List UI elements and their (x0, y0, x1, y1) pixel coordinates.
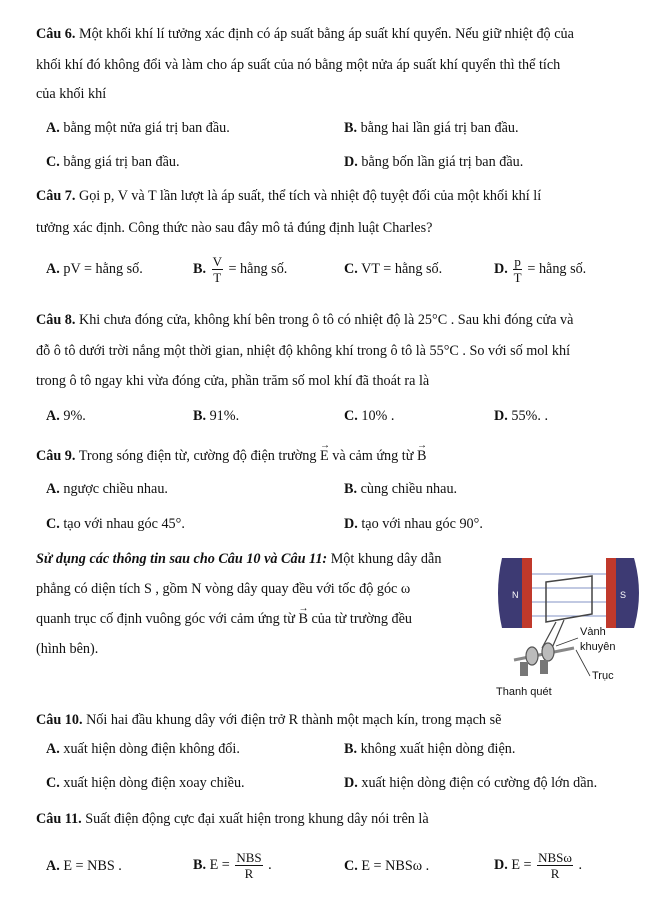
q10-option-b[interactable]: B. không xuất hiện dòng điện. (344, 741, 516, 757)
n-label: N (512, 590, 519, 600)
s-label: S (620, 590, 627, 600)
brush (520, 662, 528, 676)
q8-option-b[interactable]: B. 91%. (193, 408, 240, 424)
q6-text-1: Một khối khí lí tưởng xác định có áp suất bằng áp suất khí quyển. Nếu giữ nhiệt độ của (78, 26, 574, 42)
q7-option-c[interactable]: C. VT = hằng số. (344, 261, 443, 277)
q8-line-1: Câu 8. Khi chưa đóng cửa, không khí bên trong ô tô có nhiệt độ là 25°C . Sau khi đóng cửa và (36, 312, 574, 328)
q7-option-b[interactable]: B. $\frac{V}{T}$ = hằng số. (193, 254, 288, 286)
q9-option-d[interactable]: D. tạo với nhau góc 90°. (344, 516, 483, 532)
shared-line-3: quanh trục cố định vuông góc với cảm ứng từ → B của từ trường đều (36, 610, 412, 628)
q11-option-c[interactable]: C. E = NBSω . (344, 858, 430, 874)
q7-line-1: Câu 7. Gọi p, V và T lần lượt là áp suất, thể tích và nhiệt độ tuyệt đối của một khối khí lí (36, 188, 542, 204)
q6-option-b[interactable]: B. bằng hai lần giá trị ban đầu. (344, 120, 519, 136)
q7-line-2: tưởng xác định. Công thức nào sau đây mô tả đúng định luật Charles? (36, 220, 433, 236)
south-pole-face (606, 558, 616, 628)
q7-option-d[interactable]: D. $\frac{p}{T}$ = hằng số. (494, 254, 587, 286)
slip-ring (542, 643, 554, 661)
q10-option-a[interactable]: A. xuất hiện dòng điện không đổi. (46, 741, 240, 757)
q10-line-1: Câu 10. Nối hai đầu khung dây với điện trở R thành một mạch kín, trong mạch sẽ (36, 712, 502, 728)
q10-option-d[interactable]: D. xuất hiện dòng điện có cường độ lớn dần. (344, 775, 598, 791)
q8-line-2: đỗ ô tô dưới trời nắng một thời gian, nhiệt độ không khí trong ô tô là 55°C . So với số mol khí (36, 343, 571, 359)
q9-option-b[interactable]: B. cùng chiều nhau. (344, 481, 458, 497)
q9-line-1: Câu 9. Trong sóng điện từ, cường độ điện trường → E và cảm ứng từ → B (36, 447, 426, 465)
q11-option-a[interactable]: A. E = NBS . (46, 858, 122, 874)
q6-line-2: khối khí đó không đổi và làm cho áp suất của nó bằng một nửa áp suất khí quyển thì thể tích (36, 57, 561, 73)
shared-line-4: (hình bên). (36, 641, 99, 657)
q7-d-fraction: $\frac{p}{T}$ (513, 254, 522, 286)
ring-label-2: khuyên (580, 641, 616, 653)
q7-b-fraction: $\frac{V}{T}$ (212, 254, 222, 286)
q6-option-d[interactable]: D. bằng bốn lần giá trị ban đầu. (344, 154, 524, 170)
brush (540, 660, 548, 674)
shared-line-2: phẳng có diện tích S , gồm N vòng dây quay đều với tốc độ góc ω (36, 581, 411, 597)
q11-option-b[interactable]: B. E = $\frac{\text{NBS}}{R}$ . (193, 850, 272, 882)
brush-label: Thanh quét (496, 686, 552, 698)
q9-label: Câu 9. (36, 448, 76, 464)
generator-figure (494, 552, 644, 702)
q9-option-c[interactable]: C. tạo với nhau góc 45°. (46, 516, 185, 532)
pointer-line (576, 650, 590, 676)
shared-line-1: Sử dụng các thông tin sau cho Câu 10 và Câu 11: Một khung dây dẫn (36, 551, 442, 567)
q8-label: Câu 8. (36, 312, 76, 328)
q10-option-c[interactable]: C. xuất hiện dòng điện xoay chiều. (46, 775, 245, 791)
q11-b-fraction: $\frac{\text{NBS}}{R}$ (236, 850, 262, 882)
q7-label: Câu 7. (36, 188, 76, 204)
coil-loop (546, 576, 592, 622)
q8-option-d[interactable]: D. 55%. . (494, 408, 548, 424)
q6-line-3: của khối khí (36, 86, 107, 102)
vector-b: → B (417, 447, 426, 465)
generator-illustration (494, 552, 644, 702)
q6-line-1 (36, 25, 574, 43)
shared-intro: Sử dụng các thông tin sau cho Câu 10 và Câu 11: (36, 551, 328, 567)
q11-line-1: Câu 11. Suất điện động cực đại xuất hiện trong khung dây nói trên là (36, 811, 429, 827)
q8-option-c[interactable]: C. 10% . (344, 408, 395, 424)
axis-label: Trục (592, 670, 614, 682)
q6-option-a[interactable]: A. bằng một nửa giá trị ban đầu. (46, 120, 230, 136)
q9-option-a[interactable]: A. ngược chiều nhau. (46, 481, 168, 497)
vector-b-2: → B (298, 610, 307, 628)
pointer-line (556, 638, 578, 646)
q10-label: Câu 10. (36, 712, 83, 728)
north-pole-face (522, 558, 532, 628)
q11-d-fraction: $\frac{\text{NBSω}}{R}$ (538, 850, 572, 882)
q11-label: Câu 11. (36, 811, 82, 827)
q8-line-3: trong ô tô ngay khi vừa đóng cửa, phần trăm số mol khí đã thoát ra là (36, 373, 430, 389)
q6-option-c[interactable]: C. bằng giá trị ban đầu. (46, 154, 180, 170)
ring-label-1: Vành (580, 626, 606, 638)
vector-e: → E (320, 447, 329, 465)
q6-label: Câu 6. (36, 26, 76, 42)
q7-option-a[interactable]: A. pV = hằng số. (46, 261, 143, 277)
q11-option-d[interactable]: D. E = $\frac{\text{NBSω}}{R}$ . (494, 850, 583, 882)
q8-option-a[interactable]: A. 9%. (46, 408, 86, 424)
